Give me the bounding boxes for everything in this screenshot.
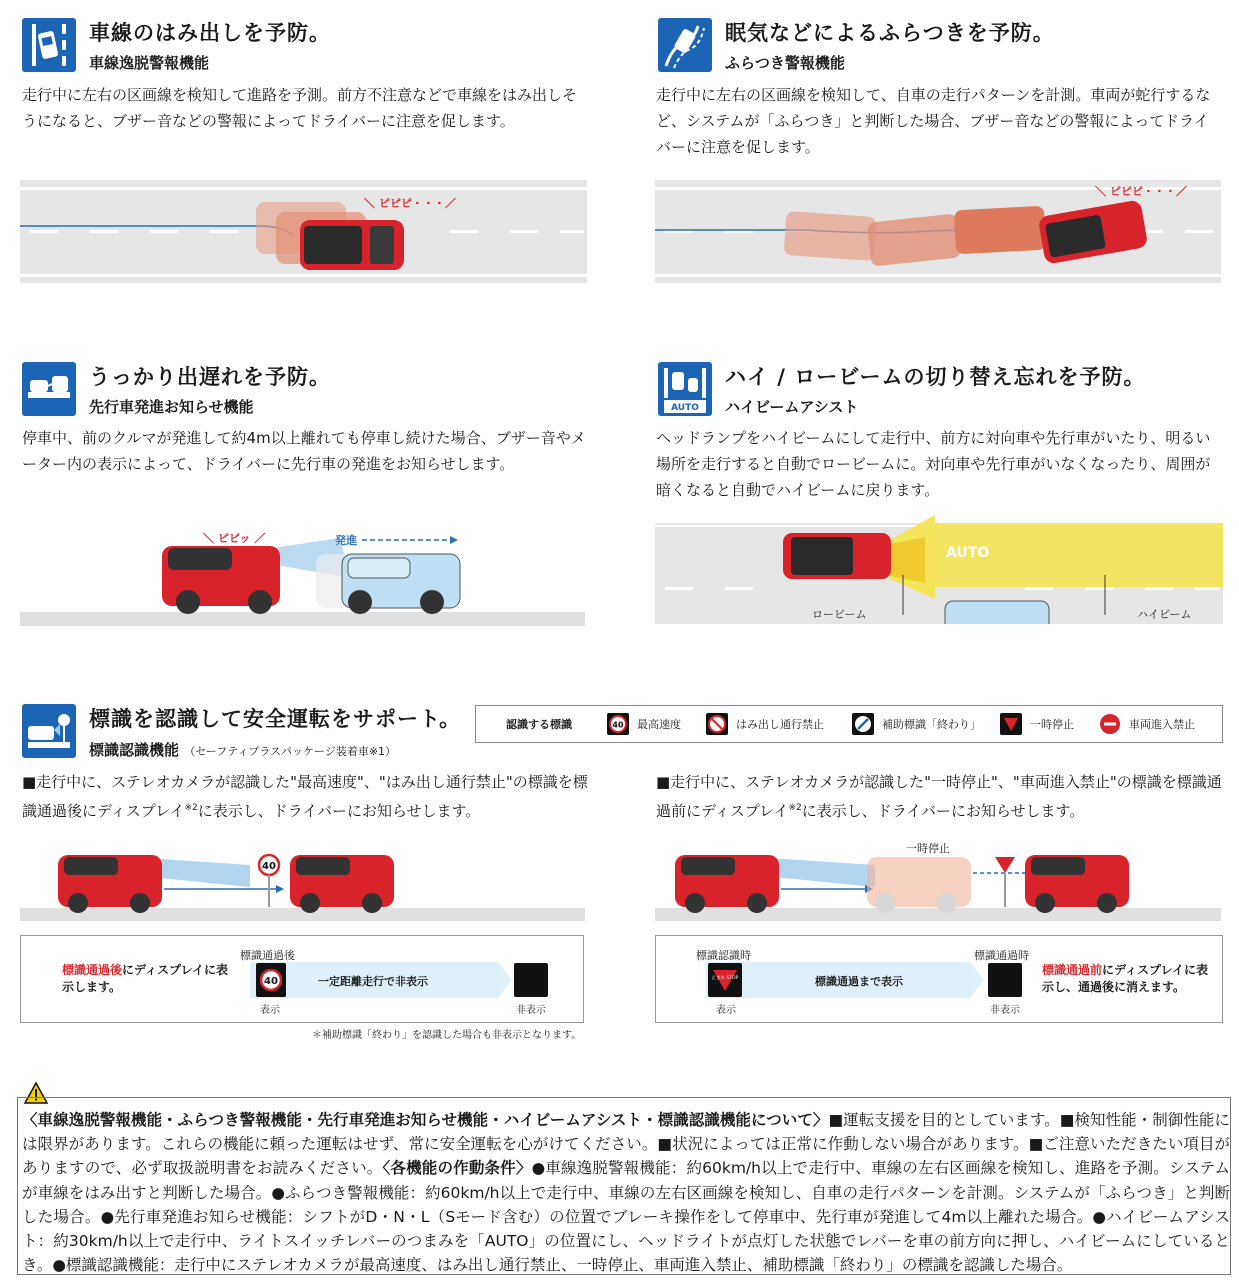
legend-item-end: [852, 713, 981, 735]
legend-item-no-overtaking: [706, 713, 824, 735]
warning-box: [17, 1097, 1231, 1275]
sign-right-top-right: 標識通過時: [974, 949, 1029, 962]
start-go-label: 発進: [335, 534, 357, 547]
svg-text:40: 40: [264, 976, 278, 987]
sign-right-desc-b: に表示し、ドライバーにお知らせします。: [801, 802, 1085, 820]
lane-subtitle: 車線逸脱警報機能: [89, 54, 210, 72]
high-beam-label: ハイビーム: [1137, 608, 1192, 621]
sign-left-show-label: 表示: [260, 1005, 280, 1016]
sign-subtitle-text: 標識認識機能: [89, 741, 180, 759]
sign-right-blank-display: [988, 963, 1022, 997]
flow-rest: にディスプレイに表示し、通過後に消えます。: [1042, 963, 1208, 994]
sway-title: 眠気などによるふらつきを予防。: [725, 21, 1055, 45]
sign-left-desc-a: ■走行中に、ステレオカメラが認識した"最高速度"、"はみ出し通行禁止"の標識を標識通過後にディスプレイ: [22, 773, 588, 820]
flow-highlight: 標識通過前: [1042, 963, 1103, 977]
lane-description: 走行中に左右の区画線を検知して進路を予測。前方不注意などで車線をはみ出しそうになると、ブザー音などの警報によってドライバーに注意を促します。: [22, 86, 578, 130]
end-sign-icon: [852, 713, 874, 735]
lane-alert-sound: ＼ ピピピ・・・／: [364, 197, 456, 210]
roadside-speed-sign-value: 40: [262, 861, 276, 872]
sign-right-hide-label: 非表示: [990, 1005, 1020, 1016]
beam-description: ヘッドランプをハイビームにして走行中、前方に対向車や先行車がいたり、明るい場所を走行すると自動でロービームに。対向車や先行車がいなくなったり、周囲が暗くなると自動でハイビームに戻ります。: [656, 429, 1211, 499]
sign-right-illustration: [655, 845, 1221, 921]
warning-heading: 〈車線逸脱警報機能・ふらつき警報機能・先行車発進お知らせ機能・ハイビームアシスト・標識認識機能について〉: [22, 1111, 829, 1129]
sway-warning-icon: [658, 18, 712, 72]
sign-recognition-icon: [22, 704, 76, 758]
start-subtitle: 先行車発進お知らせ機能: [89, 398, 254, 416]
sign-right-desc-a: ■走行中に、ステレオカメラが認識した"一時停止"、"車両進入禁止"の標識を標識通過前にディスプレイ: [656, 773, 1222, 820]
sign-left-bar-text: 一定距離走行で非表示: [318, 975, 428, 988]
warning-paragraph-1: ■運転支援を目的としています。■検知性能・制御性能には限界があります。これらの機能に頼った運転はせず、常に安全運転を心がけてください。■状況によっては正常に作動しない場合があります。■ご注意いただきたい項目がありますので、必ず取扱説明書をお読みください。: [22, 1111, 1230, 1178]
no-overtaking-sign-icon: [706, 713, 728, 735]
speed-limit-sign-icon: [607, 713, 629, 735]
sign-left-blank-display: [514, 963, 548, 997]
beam-title: ハイ / ロービームの切り替え忘れを予防。: [725, 365, 1146, 389]
lead-car-start-illustration: [20, 520, 585, 626]
start-title: うっかり出遅れを予防。: [89, 365, 331, 389]
sign-right-description: [656, 769, 1222, 824]
stop-label: 一時停止: [906, 842, 950, 855]
legend-label: 車両進入禁止: [1129, 718, 1195, 731]
sign-right-flow-text: [1042, 962, 1214, 996]
warning-paragraph-2: ●車線逸脱警報機能：約60km/h以上で走行中、車線の左右区画線を検知し、進路を予測。システムが車線をはみ出すと判断した場合。●ふらつき警報機能：約60km/h以上で走行中、車線の左右区画線を検知し、自車の走行パターンを計測。システムが「ふらつき」と判断した場合。●先行車発進お知らせ機能：シフトがD・N・L（Sモード含む）の位置でブレーキ操作をして停車中、先行車が発進して4m以上離れた場合。●ハイビームアシスト：約30km/h以上で走行中、ライトスイッチレバーのつまみを「AUTO」の位置にし、ヘッドライトが点灯した状態でレバーを車の前方向に押し、ハイビームにしているとき。●標識認識機能：走行中にステレオカメラが最高速度、はみ出し通行禁止、一時停止、車両進入禁止、補助標識「終わり」の標識を認識した場合。: [22, 1159, 1230, 1275]
start-alert-sound: ＼ ピピッ ／: [203, 532, 266, 545]
stop-sign-text: 止まれ STOP: [711, 976, 739, 981]
legend-item-stop: [1000, 713, 1074, 735]
beam-auto-label: AUTO: [946, 545, 990, 561]
legend-heading: 認識する標識: [506, 718, 572, 731]
icon-auto-text: AUTO: [671, 403, 699, 413]
sign-left-desc-b: に表示し、ドライバーにお知らせします。: [197, 802, 481, 820]
sign-left-flow-text: [62, 962, 234, 996]
legend-label: 補助標識「終わり」: [882, 718, 981, 731]
sign-subtitle: [89, 739, 396, 760]
sign-left-description: [22, 769, 592, 824]
recognized-signs-legend: [475, 705, 1223, 743]
sign-title: 標識を認識して安全運転をサポート。: [89, 707, 462, 731]
stop-sign-icon: [1000, 713, 1022, 735]
sign-right-top-left: 標識認識時: [696, 949, 751, 962]
sway-alert-sound: ＼ ピピピ・・・／: [1095, 185, 1187, 198]
footnote-ref: ※2: [788, 803, 802, 813]
sway-description: 走行中に左右の区画線を検知して、自車の走行パターンを計測。車両が蛇行するなど、システムが「ふらつき」と判断した場合、ブザー音などの警報によってドライバーに注意を促します。: [656, 86, 1211, 156]
lane-departure-illustration: [20, 180, 587, 283]
footnote-ref: ※2: [184, 803, 198, 813]
legend-label: はみ出し通行禁止: [736, 718, 824, 731]
legend-item-no-entry: [1099, 713, 1195, 735]
flow-highlight: 標識通過後: [62, 963, 123, 977]
lane-departure-icon: [22, 18, 76, 72]
high-beam-assist-icon: [658, 362, 712, 416]
warning-text: [22, 1108, 1230, 1277]
sign-right-show-label: 表示: [716, 1005, 736, 1016]
warning-heading-2: 〈各機能の作動条件〉: [382, 1159, 532, 1178]
sign-left-footnote: ＊補助標識「終わり」を認識した場合も非表示となります。: [312, 1030, 582, 1041]
sign-left-hide-label: 非表示: [516, 1005, 546, 1016]
legend-item-speed: [607, 713, 681, 735]
sway-subtitle: ふらつき警報機能: [725, 54, 845, 72]
sign-left-display-icon: [256, 963, 286, 997]
speed-limit-sign-value: 40: [612, 720, 624, 730]
flow-rest: にディスプレイに表示します。: [62, 963, 228, 994]
low-beam-label: ロービーム: [812, 608, 867, 621]
no-entry-sign-icon: [1099, 713, 1121, 735]
sign-left-illustration: [20, 845, 585, 921]
sign-right-bar-text: 標識通過まで表示: [815, 975, 903, 988]
sign-left-top-label: 標識通過後: [240, 949, 295, 962]
beam-subtitle: ハイビームアシスト: [725, 398, 859, 416]
lane-title: 車線のはみ出しを予防。: [89, 21, 331, 45]
legend-label: 一時停止: [1030, 718, 1074, 731]
sign-subtitle-note: （セーフティプラスパッケージ装着車※1）: [184, 745, 397, 758]
start-description: 停車中、前のクルマが発進して約4m以上離れても停車し続けた場合、ブザー音やメーター内の表示によって、ドライバーに先行車の発進をお知らせします。: [22, 429, 586, 473]
lead-car-start-icon: [22, 362, 76, 416]
legend-label: 最高速度: [637, 718, 681, 731]
sign-right-display-icon: [708, 963, 742, 997]
